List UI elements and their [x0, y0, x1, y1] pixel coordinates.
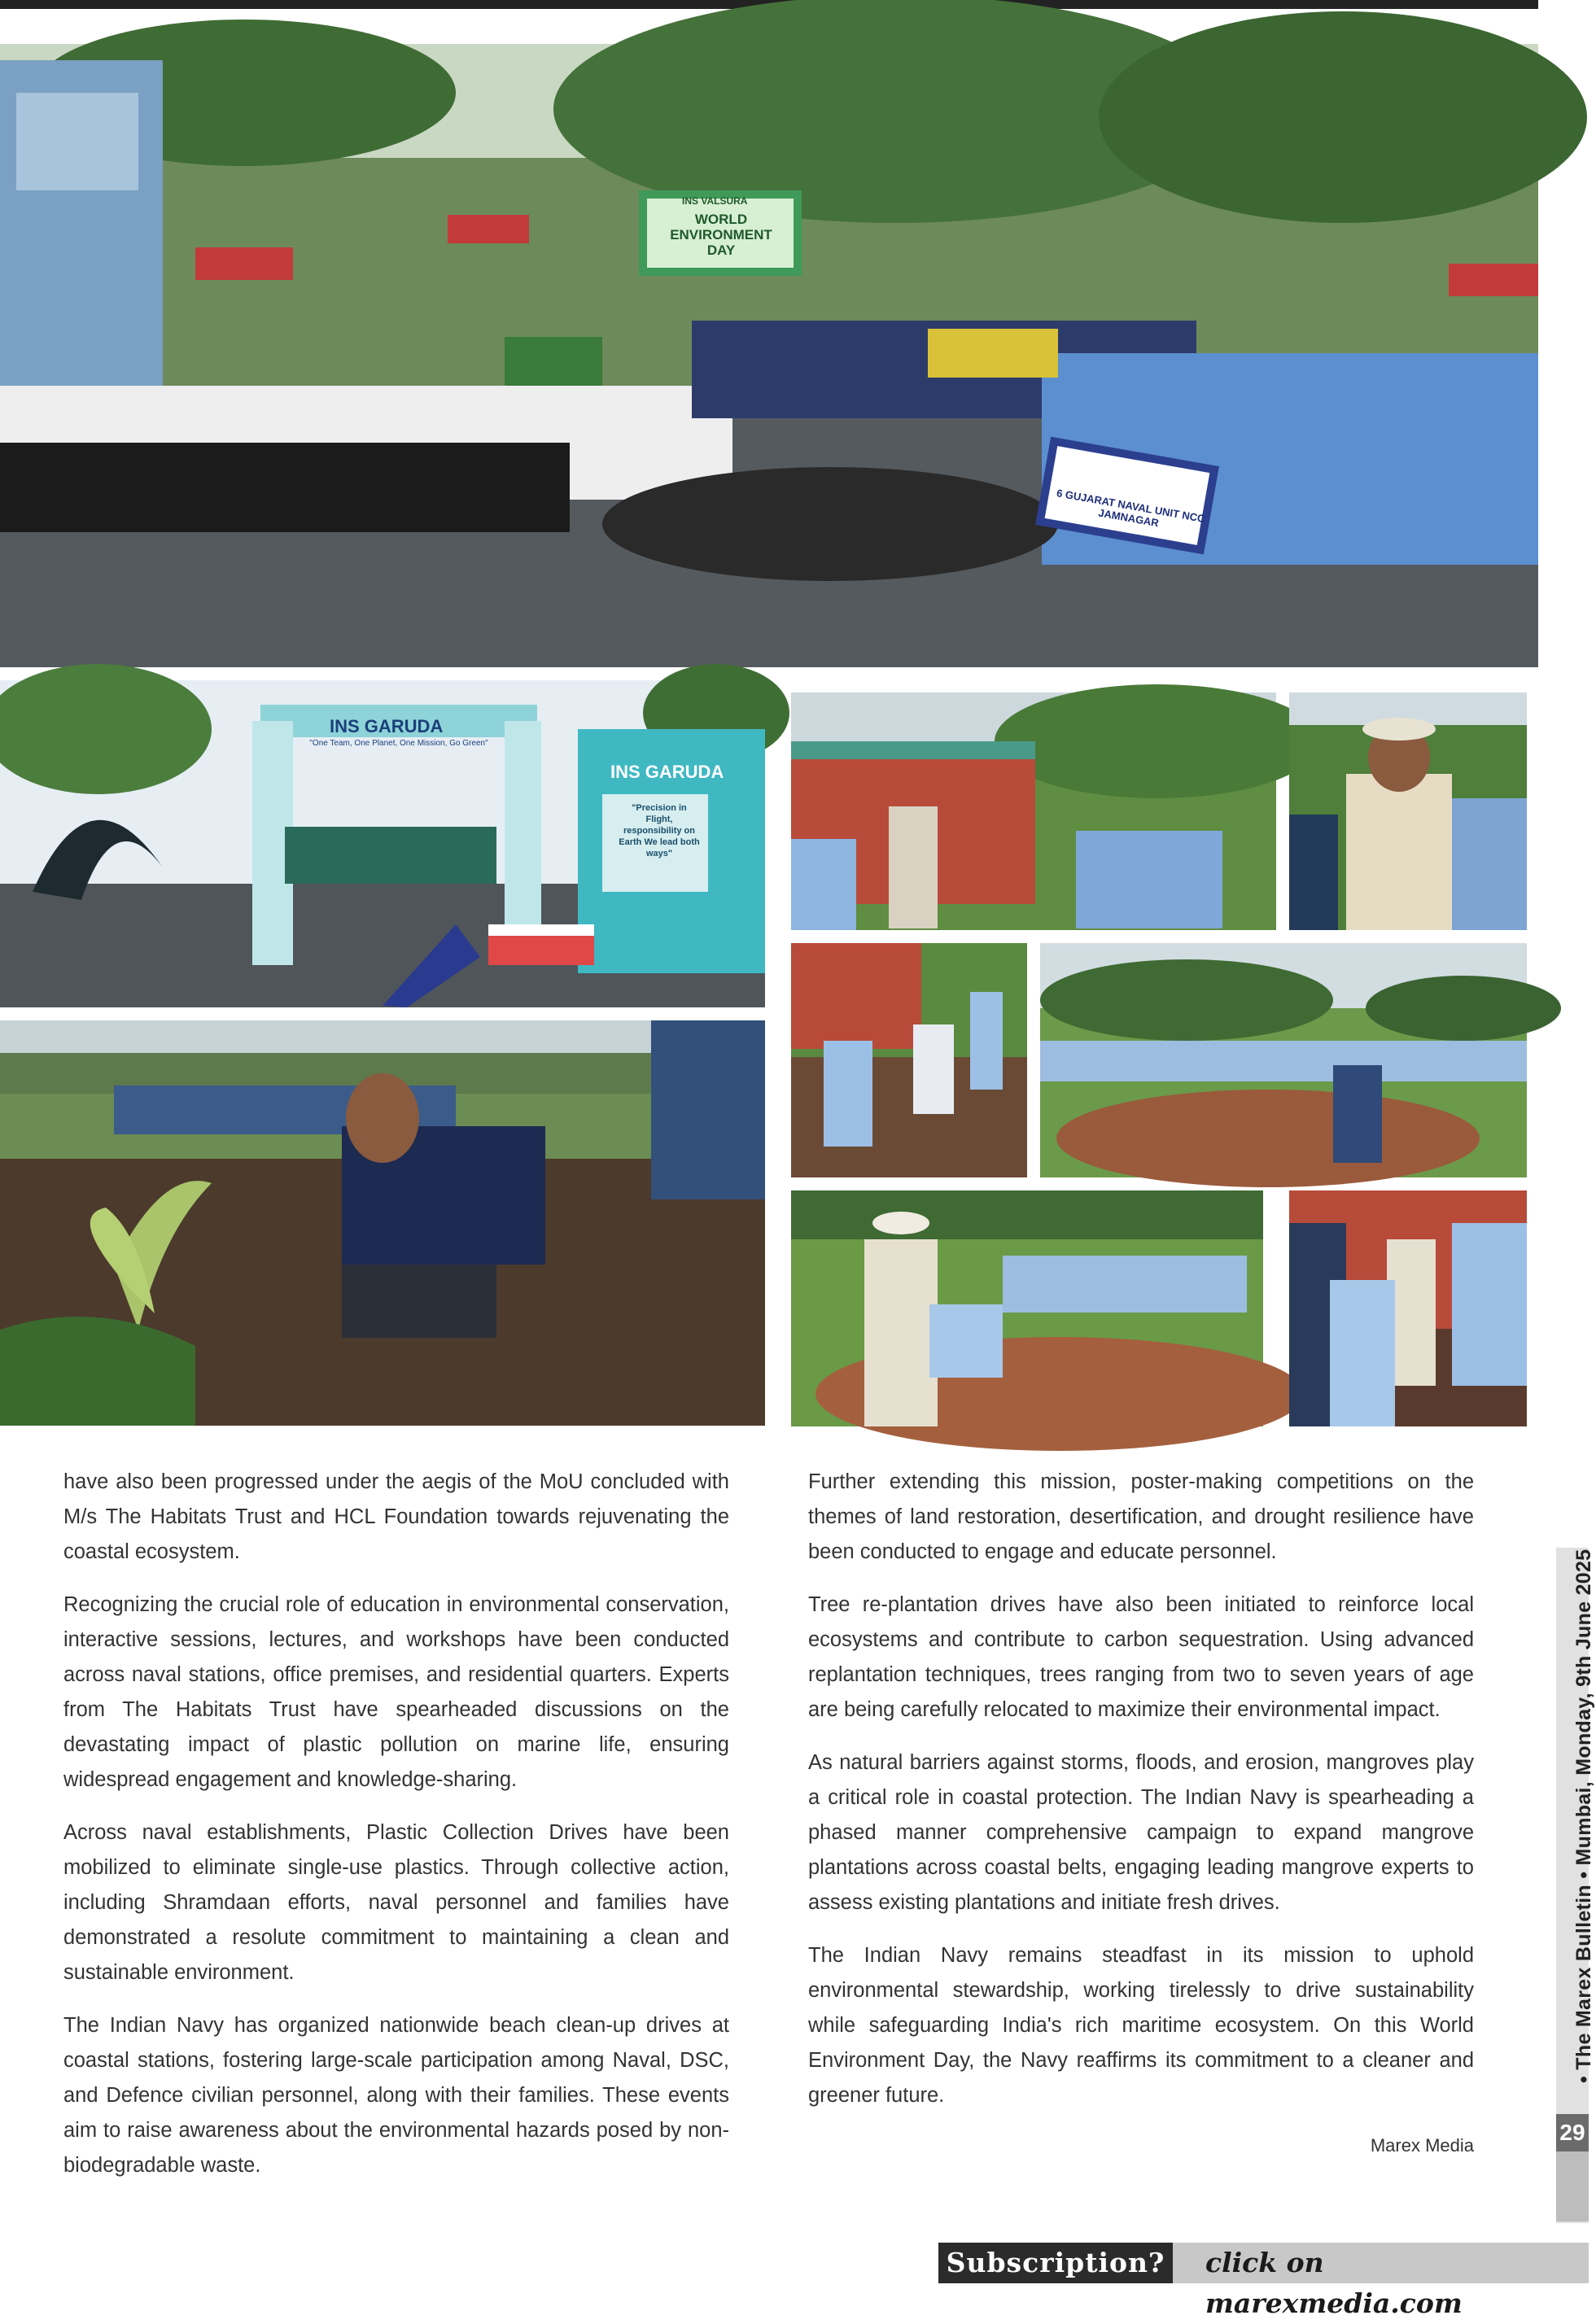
environment-day-banner-text: WORLD ENVIRONMENT DAY	[670, 212, 772, 258]
cadets-gathering-photo	[1040, 943, 1527, 1177]
article-credit: Marex Media	[1370, 2135, 1474, 2156]
instructor-demonstrating-photo	[791, 1190, 1263, 1426]
article-paragraph: Across naval establishments, Plastic Collection Drives have been mobilized to eliminate single-use plastics. Through collective action, including Shramdaan efforts, naval personnel and families have demonstrated a resolute commitment to maintaining a clean and sustainable environment.	[63, 1821, 729, 1984]
garuda-board-title: INS GARUDA	[610, 762, 724, 782]
instructor-with-cadets-photo	[1289, 692, 1527, 930]
article-paragraph: Recognizing the crucial role of education in environmental conservation, interactive sessions, lectures, and workshops have been conducted across naval stations, office premises, and residential quarters. Experts from The Habitats Trust have spearheaded discussions on the devastating impact of plastic pollution on marine life, ensuring widespread engagement and knowledge-sharing.	[63, 1593, 729, 1791]
page-number: 29	[1556, 2114, 1589, 2151]
article-paragraph: have also been progressed under the aegis of the MoU concluded with M/s The Habitats Trust and HCL Foundation towards rejuvenating the coastal ecosystem.	[63, 1470, 729, 1563]
garuda-arch-title: INS GARUDA	[330, 716, 444, 736]
hero-photo-ins-valsura	[0, 44, 1538, 667]
running-head: • The Marex Bulletin • Mumbai, Monday, 9th June 2025	[1572, 1549, 1595, 2083]
garuda-board-text: "Precision in Flight, responsibility on Earth We lead both ways"	[619, 803, 700, 858]
tree-planting-photo	[0, 1020, 765, 1426]
article-paragraph: The Indian Navy remains steadfast in its mission to uphold environmental stewardship, working tirelessly to drive sustainability while safeguarding India's rich maritime ecosystem. On this World Environment Day, the Navy reaffirms its commitment to a cleaner and greener future.	[808, 1944, 1474, 2107]
article-paragraph: Tree re-plantation drives have also been initiated to reinforce local ecosystems and contribute to carbon sequestration. Using advanced replantation techniques, trees ranging from two to seven years of age are being carefully relocated to maximize their environmental impact.	[808, 1593, 1474, 1721]
cadets-with-shovels-photo	[1289, 1190, 1527, 1426]
article-column-left	[63, 1465, 729, 2201]
article-paragraph: As natural barriers against storms, floods, and erosion, mangroves play a critical role in coastal protection. The Indian Navy is spearheading a phased manner comprehensive campaign to expand mangrove plantations across coastal belts, engaging leading mangrove experts to assess existing plantations and initiate fresh drives.	[808, 1751, 1474, 1914]
subscription-label: Subscription?	[938, 2243, 1173, 2283]
article-column-right	[808, 1465, 1474, 2163]
subscription-link[interactable]: click on marexmedia.com	[1173, 2243, 1589, 2283]
cadets-digging-photo	[791, 943, 1027, 1177]
article-paragraph: The Indian Navy has organized nationwide beach clean-up drives at coastal stations, fostering large-scale participation among Naval, DSC, and Defence civilian personnel, along with their families. These events aim to raise awareness about the environmental hazards posed by non-biodegradable waste.	[63, 2014, 729, 2177]
article-paragraph: Further extending this mission, poster-making competitions on the themes of land restoration, desertification, and drought resilience have been conducted to engage and educate personnel.	[808, 1470, 1474, 1563]
valsura-banner-title: INS VALSURA	[682, 195, 748, 207]
garuda-arch-motto: "One Team, One Planet, One Mission, Go Green"	[309, 739, 488, 748]
ncc-unit-banner: 6 GUJARAT NAVAL UNIT NCC JAMNAGAR	[1056, 487, 1206, 530]
page-number-tab	[1556, 2151, 1589, 2221]
cadets-planting-photo-1	[791, 692, 1276, 930]
ins-garuda-cyclothon-photo	[0, 680, 765, 1007]
